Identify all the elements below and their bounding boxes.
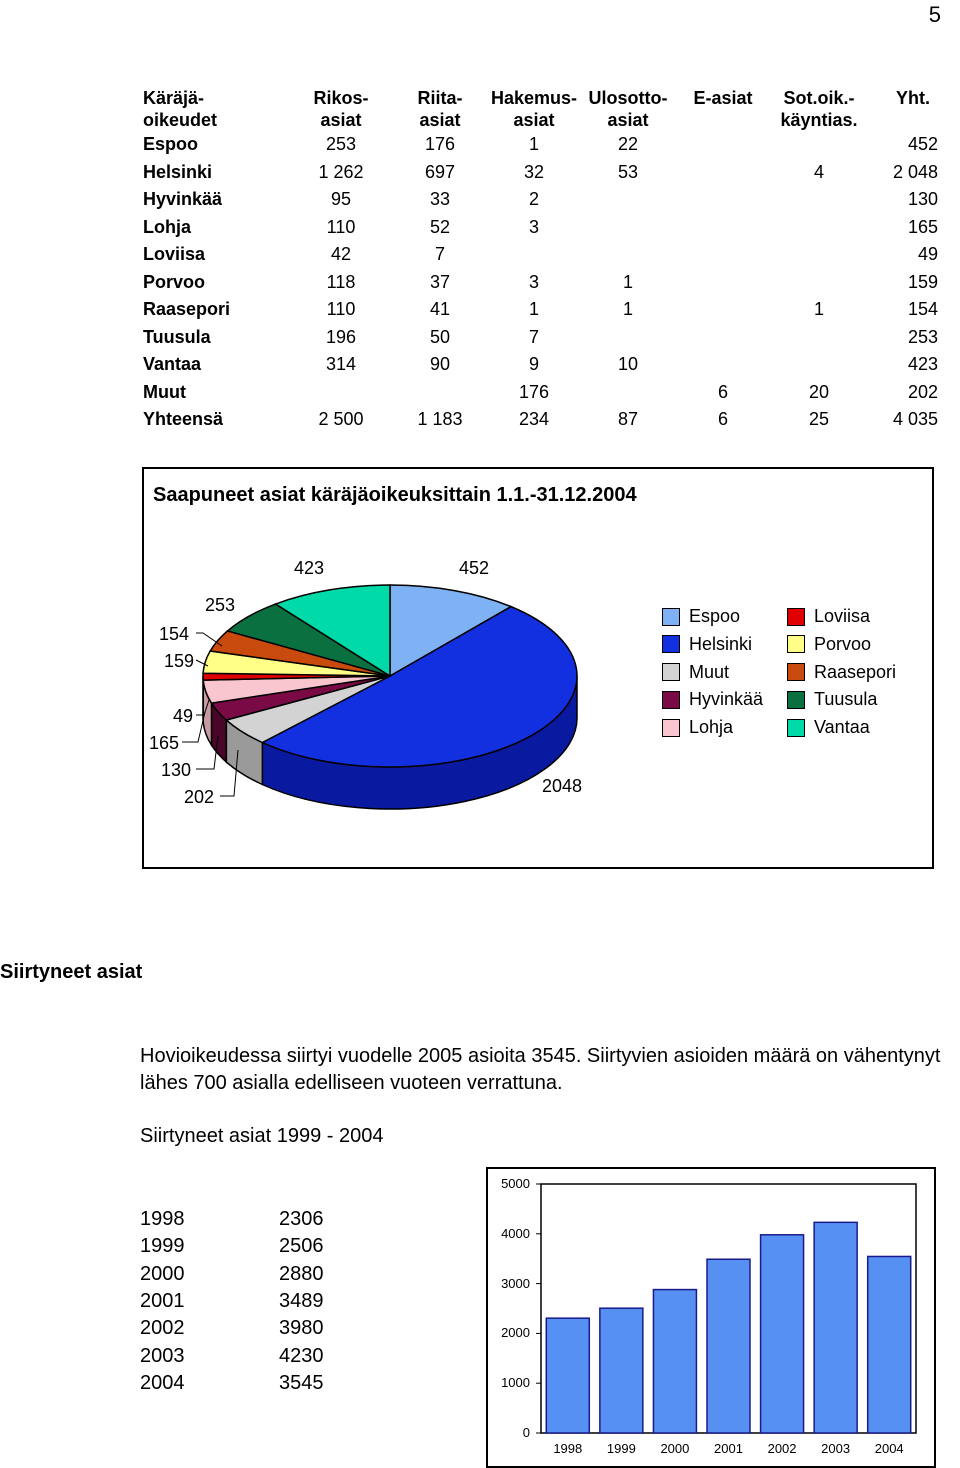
table-row-label: Raasepori <box>143 299 231 319</box>
table-cell-total: 202 <box>907 381 938 402</box>
section-paragraph: Hovioikeudessa siirtyi vuodelle 2005 asioita 3545. Siirtyvien asioiden määrä on vähentynyt lähes 700 asialla edelliseen vuoteen verrattuna. <box>140 1045 941 1094</box>
table-cell: 314 <box>325 354 357 374</box>
table-cell: 2 <box>528 189 539 209</box>
table-cell: 253 <box>325 134 357 154</box>
table-cell: 110 <box>326 299 356 319</box>
table-header: asiat <box>419 110 461 130</box>
table-cell: 6 <box>717 409 728 429</box>
legend-label: Espoo <box>689 606 741 626</box>
table-cell: 53 <box>617 161 639 182</box>
table-header-court: Käräjä- <box>143 88 205 108</box>
table-row-label: Porvoo <box>143 271 206 292</box>
table-cell: 234 <box>518 409 550 429</box>
table-cell-total: 4 035 <box>892 409 938 429</box>
pie-value-label: 423 <box>294 558 325 578</box>
x-tick-label: 2003 <box>821 1441 851 1456</box>
table-header: Ulosotto- <box>588 88 668 108</box>
year-value-cell: 4230 <box>279 1344 324 1367</box>
table-cell: 52 <box>429 216 451 237</box>
table-cell: 7 <box>528 326 539 347</box>
table-row-label: Tuusula <box>143 326 211 347</box>
table-cell: 1 262 <box>318 161 364 182</box>
year-value-cell: 2880 <box>279 1262 324 1285</box>
x-tick-label: 2000 <box>660 1441 690 1456</box>
table-row-label: Muut <box>143 381 186 402</box>
table-cell: 118 <box>326 271 356 292</box>
table-cell: 1 183 <box>417 409 463 429</box>
y-tick-label: 3000 <box>501 1275 530 1291</box>
y-tick-label: 2000 <box>501 1325 530 1341</box>
table-cell: 1 <box>528 299 539 319</box>
pie-value-label: 2048 <box>542 776 583 796</box>
year-cell: 1999 <box>140 1235 185 1258</box>
y-tick-label: 0 <box>522 1425 530 1440</box>
year-cell: 2002 <box>140 1317 185 1340</box>
table-header: Rikos- <box>313 88 369 108</box>
table-row-label: Yhteensä <box>143 409 224 429</box>
legend-label: Muut <box>689 661 730 682</box>
legend-label: Loviisa <box>814 606 871 626</box>
pie-value-label: 253 <box>205 595 236 615</box>
table-cell: 1 <box>813 299 824 319</box>
y-tick-label: 5000 <box>501 1176 530 1191</box>
table-cell: 697 <box>424 161 456 182</box>
section-title: Siirtyneet asiat <box>0 961 143 983</box>
table-cell-total: 165 <box>907 216 938 237</box>
table-cell-total: 130 <box>907 189 938 209</box>
table-header: Yht. <box>896 88 930 108</box>
section-subtitle: Siirtyneet asiat 1999 - 2004 <box>140 1125 384 1147</box>
pie-value-label: 452 <box>459 558 490 578</box>
table-row-label: Hyvinkää <box>143 189 223 209</box>
table-cell-total: 423 <box>907 354 938 374</box>
table-cell: 41 <box>429 299 451 319</box>
table-cell-total: 2 048 <box>892 161 938 182</box>
table-cell: 176 <box>424 134 456 154</box>
table-cell: 87 <box>617 409 639 429</box>
bar-2003 <box>814 1222 857 1433</box>
pie-value-label: 202 <box>184 787 215 807</box>
table-header-court: oikeudet <box>143 110 218 130</box>
pie-chart-title: Saapuneet asiat käräjäoikeuksittain 1.1.-31.12.2004 <box>153 484 637 506</box>
table-cell-total: 253 <box>907 326 938 347</box>
table-cell: 95 <box>330 189 352 209</box>
table-row-label: Loviisa <box>143 244 206 264</box>
table-cell: 22 <box>617 134 639 154</box>
table-cell-total: 49 <box>917 244 938 264</box>
table-row-label: Helsinki <box>143 161 213 182</box>
x-tick-label: 1998 <box>553 1441 583 1456</box>
bar-2004 <box>868 1256 911 1433</box>
table-header: asiat <box>320 110 362 130</box>
table-cell: 32 <box>523 161 545 182</box>
bar-2001 <box>707 1259 750 1433</box>
legend-label: Vantaa <box>814 717 870 738</box>
table-header: asiat <box>607 110 649 130</box>
legend-label: Lohja <box>689 717 734 738</box>
x-tick-label: 2002 <box>767 1441 797 1456</box>
x-tick-label: 2001 <box>714 1441 743 1456</box>
table-cell: 9 <box>528 354 539 374</box>
table-cell: 25 <box>808 409 830 429</box>
table-header: Riita- <box>417 88 463 108</box>
table-cell: 2 500 <box>318 409 364 429</box>
table-cell: 90 <box>429 354 451 374</box>
table-row-label: Vantaa <box>143 354 202 374</box>
table-cell: 50 <box>429 326 451 347</box>
bar-1999 <box>600 1308 643 1433</box>
table-header: Hakemus- <box>490 88 578 108</box>
legend-label: Tuusula <box>814 689 878 710</box>
table-cell: 3 <box>528 271 539 292</box>
year-cell: 2000 <box>140 1262 185 1285</box>
y-tick-label: 4000 <box>501 1225 530 1241</box>
table-cell: 1 <box>622 299 633 319</box>
year-value-cell: 3489 <box>279 1289 324 1312</box>
bar-1998 <box>546 1318 589 1433</box>
bar-2000 <box>653 1290 696 1433</box>
pie-value-label: 154 <box>159 624 190 644</box>
table-cell: 7 <box>434 244 445 264</box>
x-tick-label: 2004 <box>874 1441 904 1456</box>
table-cell-total: 159 <box>907 271 938 292</box>
table-cell: 1 <box>622 271 633 292</box>
year-value-cell: 2306 <box>279 1208 324 1230</box>
pie-value-label: 49 <box>173 706 194 726</box>
year-cell: 2004 <box>140 1371 185 1394</box>
table-cell: 4 <box>813 161 824 182</box>
table-cell-total: 154 <box>907 299 938 319</box>
x-tick-label: 1999 <box>606 1441 636 1456</box>
table-cell-total: 452 <box>907 134 938 154</box>
table-cell: 10 <box>617 354 639 374</box>
year-cell: 2003 <box>140 1344 185 1367</box>
table-cell: 1 <box>528 134 539 154</box>
table-cell: 42 <box>330 244 352 264</box>
year-value-cell: 2506 <box>279 1235 324 1258</box>
year-value-cell: 3980 <box>279 1317 324 1340</box>
pie-value-label: 130 <box>161 760 192 780</box>
table-cell: 176 <box>518 381 550 402</box>
page-number: 5 <box>928 2 941 27</box>
table-cell: 110 <box>326 216 356 237</box>
year-cell: 2001 <box>140 1289 185 1312</box>
legend-label: Helsinki <box>689 633 753 654</box>
legend-label: Hyvinkää <box>689 689 764 710</box>
pie-value-label: 165 <box>149 733 180 753</box>
year-cell: 1998 <box>140 1208 185 1230</box>
table-header: Sot.oik.- <box>783 88 855 108</box>
table-cell: 33 <box>429 189 451 209</box>
year-value-cell: 3545 <box>279 1371 324 1394</box>
legend-label: Raasepori <box>814 661 897 682</box>
legend-label: Porvoo <box>814 633 872 654</box>
table-cell: 37 <box>429 271 451 292</box>
table-cell: 20 <box>808 381 830 402</box>
table-header: asiat <box>513 110 555 130</box>
table-cell: 3 <box>528 216 539 237</box>
pie-value-label: 159 <box>164 651 195 671</box>
table-cell: 196 <box>325 326 357 347</box>
table-header: käyntias. <box>780 110 858 130</box>
bar-2002 <box>761 1235 804 1433</box>
table-row-label: Espoo <box>143 134 199 154</box>
table-cell: 6 <box>717 381 728 402</box>
y-tick-label: 1000 <box>501 1375 530 1391</box>
table-header: E-asiat <box>693 88 753 108</box>
table-row-label: Lohja <box>143 216 191 237</box>
